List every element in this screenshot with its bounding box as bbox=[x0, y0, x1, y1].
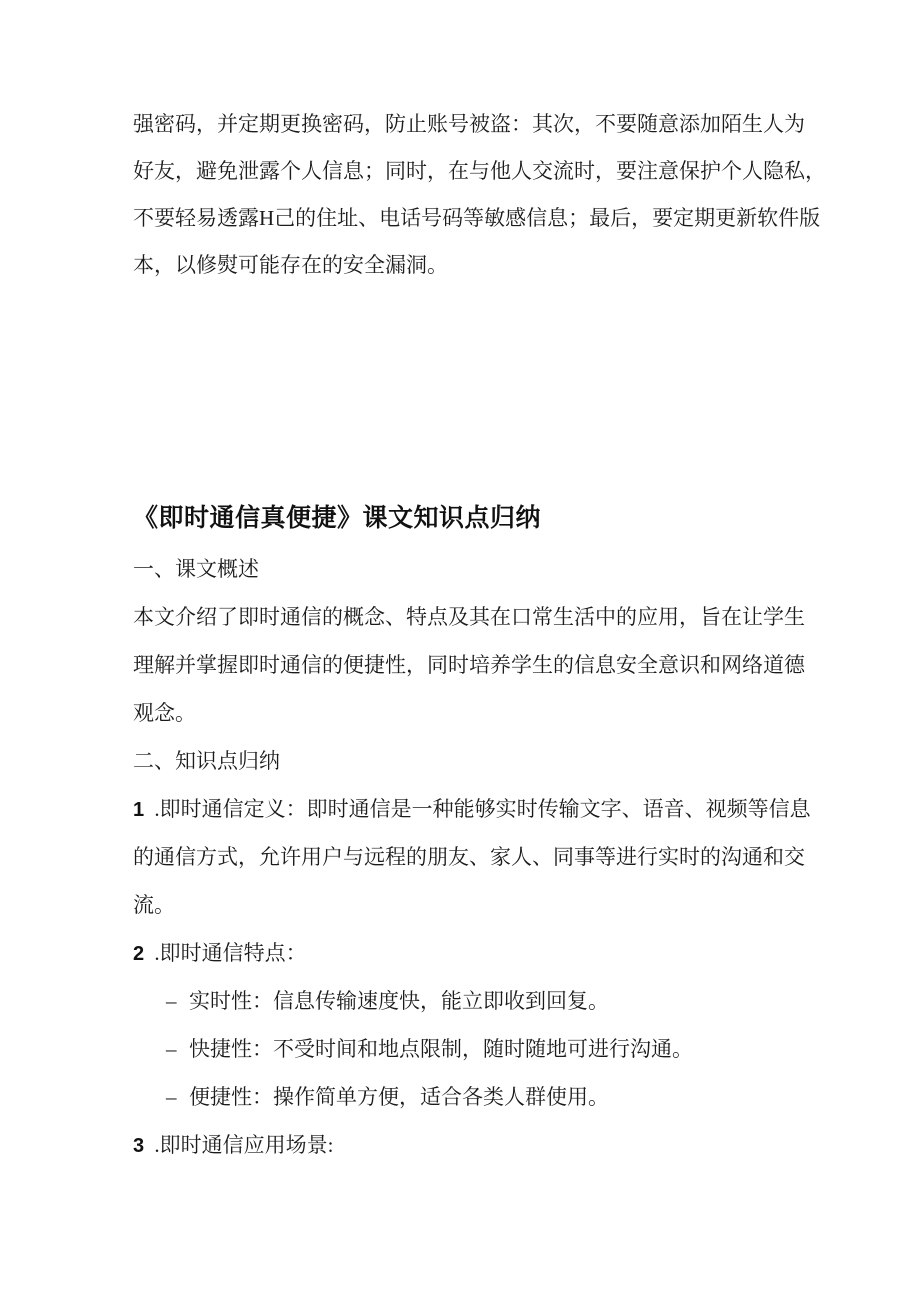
overview-line: 本文介绍了即时通信的概念、特点及其在口常生活中的应用，旨在让学生 bbox=[133, 605, 805, 629]
bullet-item bbox=[133, 1073, 811, 1121]
bullet-text: 便捷性：操作简单方便，适合各类人群使用。 bbox=[189, 1085, 609, 1109]
notes-body bbox=[133, 545, 811, 1169]
point-1-number: 1 bbox=[133, 799, 145, 821]
point-2-number: 2 bbox=[133, 943, 145, 965]
point-1-line: 的通信方式，允许用户与远程的朋友、家人、同事等进行实时的沟通和交 bbox=[133, 845, 805, 869]
point-1-line: 流。 bbox=[133, 893, 175, 917]
bullet-text: 实时性：信息传输速度快，能立即收到回复。 bbox=[189, 989, 609, 1013]
bullet-item bbox=[133, 1025, 811, 1073]
bullet-item bbox=[133, 977, 811, 1025]
points-heading: 二、知识点归纳 bbox=[133, 749, 280, 773]
point-3-text: .即时通信应用场景: bbox=[149, 1133, 334, 1157]
bullet-text: 快捷性：不受时间和地点限制，随时随地可进行沟通。 bbox=[189, 1037, 693, 1061]
point-3-number: 3 bbox=[133, 1135, 145, 1157]
point-3-line bbox=[133, 1121, 811, 1169]
overview-line: 观念。 bbox=[133, 701, 196, 725]
overview-heading: 一、课文概述 bbox=[133, 557, 259, 581]
intro-line: 好友，避免泄露个人信息；同时，在与他人交流时，要注意保护个人隐私， bbox=[133, 159, 826, 183]
bullet-dash: – bbox=[166, 989, 177, 1013]
point-2-line bbox=[133, 929, 811, 977]
point-2-text: .即时通信特点： bbox=[149, 941, 307, 965]
notes-title: 《即时通信真便捷》课文知识点归纳 bbox=[133, 504, 542, 532]
intro-line: 强密码，并定期更换密码，防止账号被盗：其次，不要随意添加陌生人为 bbox=[133, 112, 805, 136]
overview-line: 理解并掌握即时通信的便捷性，同时培养学生的信息安全意识和网络道德 bbox=[133, 653, 805, 677]
intro-paragraph bbox=[133, 101, 826, 289]
intro-line: 本，以修熨可能存在的安全漏洞。 bbox=[133, 253, 448, 277]
point-1-text: .即时通信定义：即时通信是一种能够实时传输文字、语音、视频等信息 bbox=[149, 797, 811, 821]
intro-line: 不要轻易透露H己的住址、电话号码等敏感信息；最后，要定期更新软件版 bbox=[133, 206, 821, 230]
bullet-dash: – bbox=[166, 1085, 177, 1109]
bullet-dash: – bbox=[166, 1037, 177, 1061]
point-1-line bbox=[133, 785, 811, 833]
